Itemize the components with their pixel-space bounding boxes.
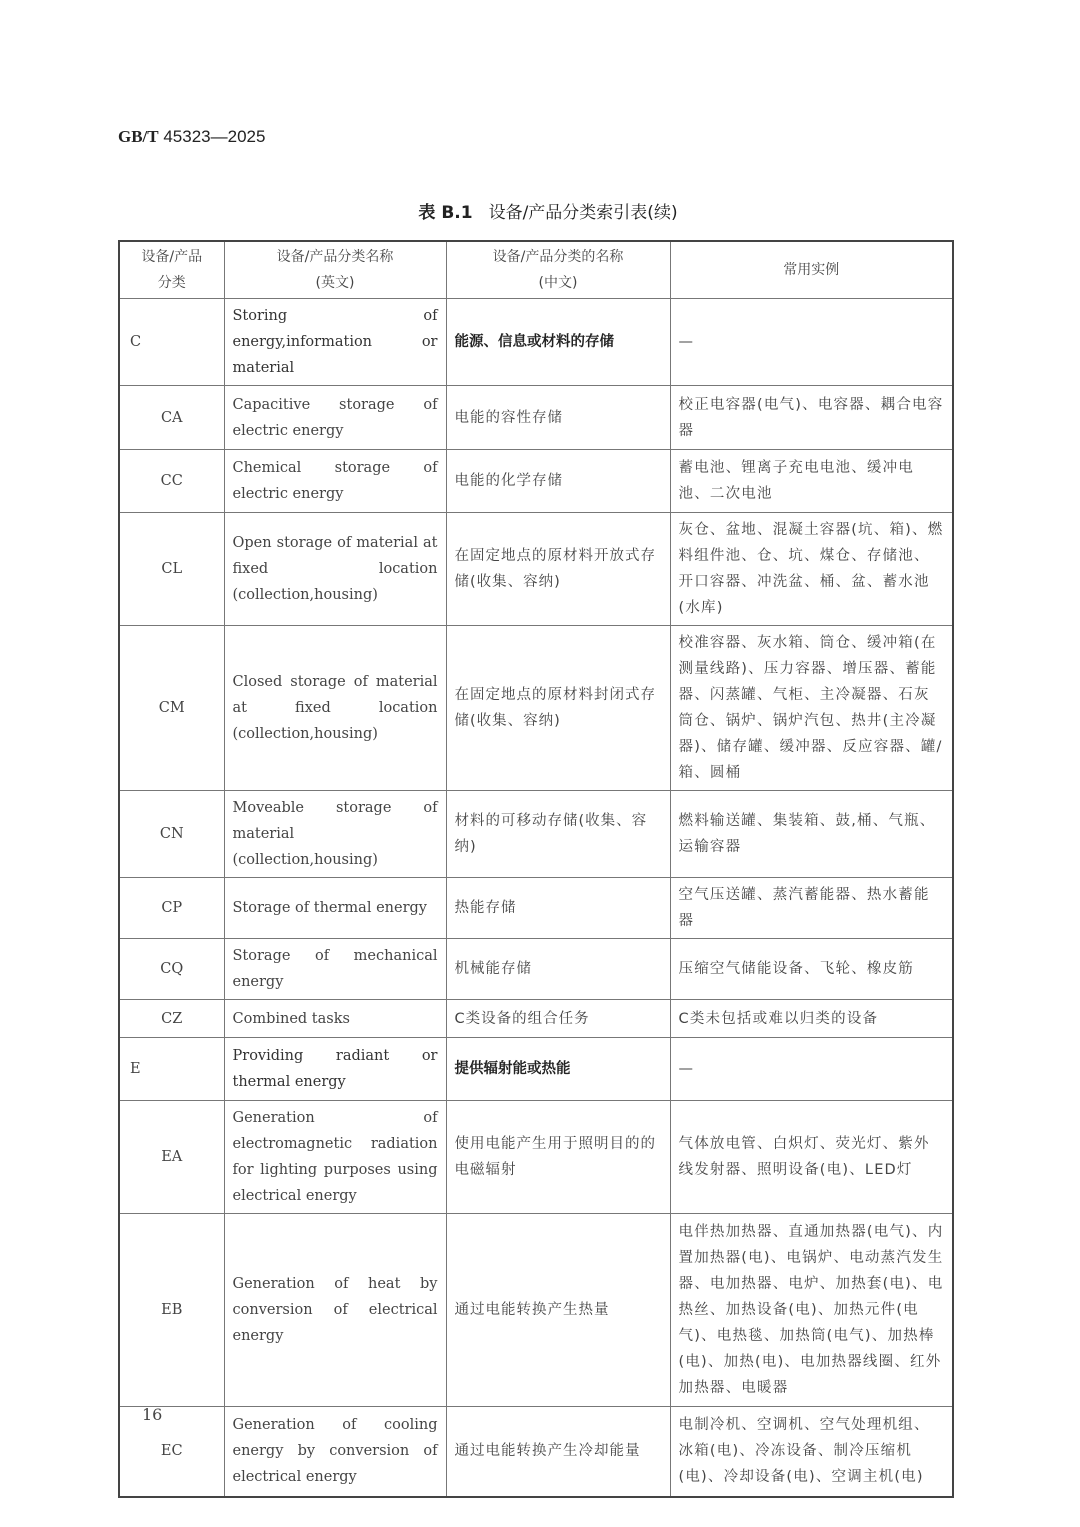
cell-examples: 空气压送罐、蒸汽蓄能器、热水蓄能器 bbox=[670, 878, 953, 939]
table-row bbox=[119, 386, 953, 450]
cell-examples: 气体放电管、白炽灯、荧光灯、紫外线发射器、照明设备(电)、LED灯 bbox=[670, 1101, 953, 1214]
cell-english-name: Generation of heat by conversion of electrical energy bbox=[224, 1214, 446, 1407]
column-header-code: 设备/产品 分类 bbox=[119, 241, 224, 299]
table-row bbox=[119, 791, 953, 878]
cell-english-name: Providing radiant or thermal energy bbox=[224, 1038, 446, 1101]
cell-chinese-name: 通过电能转换产生冷却能量 bbox=[446, 1407, 670, 1497]
cell-chinese-name: 通过电能转换产生热量 bbox=[446, 1214, 670, 1407]
cell-code: CQ bbox=[119, 939, 224, 1000]
cell-examples: C类未包括或难以归类的设备 bbox=[670, 1000, 953, 1038]
cell-code: CN bbox=[119, 791, 224, 878]
column-header-english-name: 设备/产品分类名称 (英文) bbox=[224, 241, 446, 299]
cell-chinese-name: 在固定地点的原材料开放式存储(收集、容纳) bbox=[446, 513, 670, 626]
cell-chinese-name: C类设备的组合任务 bbox=[446, 1000, 670, 1038]
cell-english-name: Storing of energy,information or material bbox=[224, 299, 446, 386]
cell-chinese-name: 使用电能产生用于照明目的的电磁辐射 bbox=[446, 1101, 670, 1214]
table-row bbox=[119, 1000, 953, 1038]
cell-code: CP bbox=[119, 878, 224, 939]
cell-english-name: Capacitive storage of electric energy bbox=[224, 386, 446, 450]
table-number: 表 B.1 bbox=[418, 203, 473, 223]
table-row bbox=[119, 450, 953, 513]
cell-code: C bbox=[119, 299, 224, 386]
table-row bbox=[119, 878, 953, 939]
cell-examples: 校正电容器(电气)、电容器、耦合电容器 bbox=[670, 386, 953, 450]
standard-number: 45323—2025 bbox=[158, 127, 266, 146]
cell-code: CM bbox=[119, 626, 224, 791]
cell-english-name: Generation of electromagnetic radiation for lighting purposes using electrical energy bbox=[224, 1101, 446, 1214]
cell-examples: — bbox=[670, 299, 953, 386]
table-row bbox=[119, 299, 953, 386]
table-row bbox=[119, 1038, 953, 1101]
cell-chinese-name: 热能存储 bbox=[446, 878, 670, 939]
cell-chinese-name: 在固定地点的原材料封闭式存储(收集、容纳) bbox=[446, 626, 670, 791]
cell-examples: — bbox=[670, 1038, 953, 1101]
cell-english-name: Combined tasks bbox=[224, 1000, 446, 1038]
standard-code bbox=[118, 127, 265, 147]
table-row bbox=[119, 1214, 953, 1407]
cell-examples: 燃料输送罐、集装箱、鼓,桶、气瓶、运输容器 bbox=[670, 791, 953, 878]
cell-code: E bbox=[119, 1038, 224, 1101]
cell-english-name: Generation of cooling energy by conversion of electrical energy bbox=[224, 1407, 446, 1497]
table-title-text: 设备/产品分类索引表(续) bbox=[488, 203, 678, 223]
table-row bbox=[119, 626, 953, 791]
table-row bbox=[119, 1101, 953, 1214]
cell-chinese-name: 提供辐射能或热能 bbox=[446, 1038, 670, 1101]
cell-english-name: Storage of mechanical energy bbox=[224, 939, 446, 1000]
cell-examples: 校准容器、灰水箱、筒仓、缓冲箱(在测量线路)、压力容器、增压器、蓄能器、闪蒸罐、气柜、主冷凝器、石灰筒仓、锅炉、锅炉汽包、热井(主冷凝器)、储存罐、缓冲器、反应容器、罐/箱、圆桶 bbox=[670, 626, 953, 791]
cell-chinese-name: 能源、信息或材料的存储 bbox=[446, 299, 670, 386]
cell-code: CZ bbox=[119, 1000, 224, 1038]
cell-english-name: Storage of thermal energy bbox=[224, 878, 446, 939]
cell-code: CL bbox=[119, 513, 224, 626]
cell-examples: 压缩空气储能设备、飞轮、橡皮筋 bbox=[670, 939, 953, 1000]
cell-code: CC bbox=[119, 450, 224, 513]
cell-english-name: Chemical storage of electric energy bbox=[224, 450, 446, 513]
cell-code: EB bbox=[119, 1214, 224, 1407]
cell-chinese-name: 电能的化学存储 bbox=[446, 450, 670, 513]
table-row bbox=[119, 939, 953, 1000]
table-header-row bbox=[119, 241, 953, 299]
column-header-chinese-name: 设备/产品分类的名称 (中文) bbox=[446, 241, 670, 299]
table-row bbox=[119, 1407, 953, 1497]
cell-code: EC bbox=[119, 1407, 224, 1497]
column-header-examples: 常用实例 bbox=[670, 241, 953, 299]
cell-examples: 电伴热加热器、直通加热器(电气)、内置加热器(电)、电锅炉、电动蒸汽发生器、电加热器、电炉、加热套(电)、电热丝、加热设备(电)、加热元件(电气)、电热毯、加热筒(电气)、加热棒(电)、加热(电)、电加热器线圈、红外加热器、电暖器 bbox=[670, 1214, 953, 1407]
table-caption bbox=[0, 198, 1080, 223]
cell-code: CA bbox=[119, 386, 224, 450]
cell-english-name: Closed storage of material at fixed location (collection,housing) bbox=[224, 626, 446, 791]
cell-english-name: Open storage of material at fixed location (collection,housing) bbox=[224, 513, 446, 626]
cell-examples: 灰仓、盆地、混凝土容器(坑、箱)、燃料组件池、仓、坑、煤仓、存储池、开口容器、冲洗盆、桶、盆、蓄水池(水库) bbox=[670, 513, 953, 626]
classification-index-table bbox=[118, 240, 954, 1498]
page-number: 16 bbox=[142, 1405, 163, 1424]
cell-examples: 电制冷机、空调机、空气处理机组、冰箱(电)、冷冻设备、制冷压缩机(电)、冷却设备(电)、空调主机(电) bbox=[670, 1407, 953, 1497]
table-row bbox=[119, 513, 953, 626]
cell-chinese-name: 材料的可移动存储(收集、容纳) bbox=[446, 791, 670, 878]
cell-code: EA bbox=[119, 1101, 224, 1214]
standard-prefix: GB/T bbox=[118, 127, 159, 146]
cell-examples: 蓄电池、锂离子充电电池、缓冲电池、二次电池 bbox=[670, 450, 953, 513]
cell-chinese-name: 机械能存储 bbox=[446, 939, 670, 1000]
cell-chinese-name: 电能的容性存储 bbox=[446, 386, 670, 450]
cell-english-name: Moveable storage of material (collection,housing) bbox=[224, 791, 446, 878]
